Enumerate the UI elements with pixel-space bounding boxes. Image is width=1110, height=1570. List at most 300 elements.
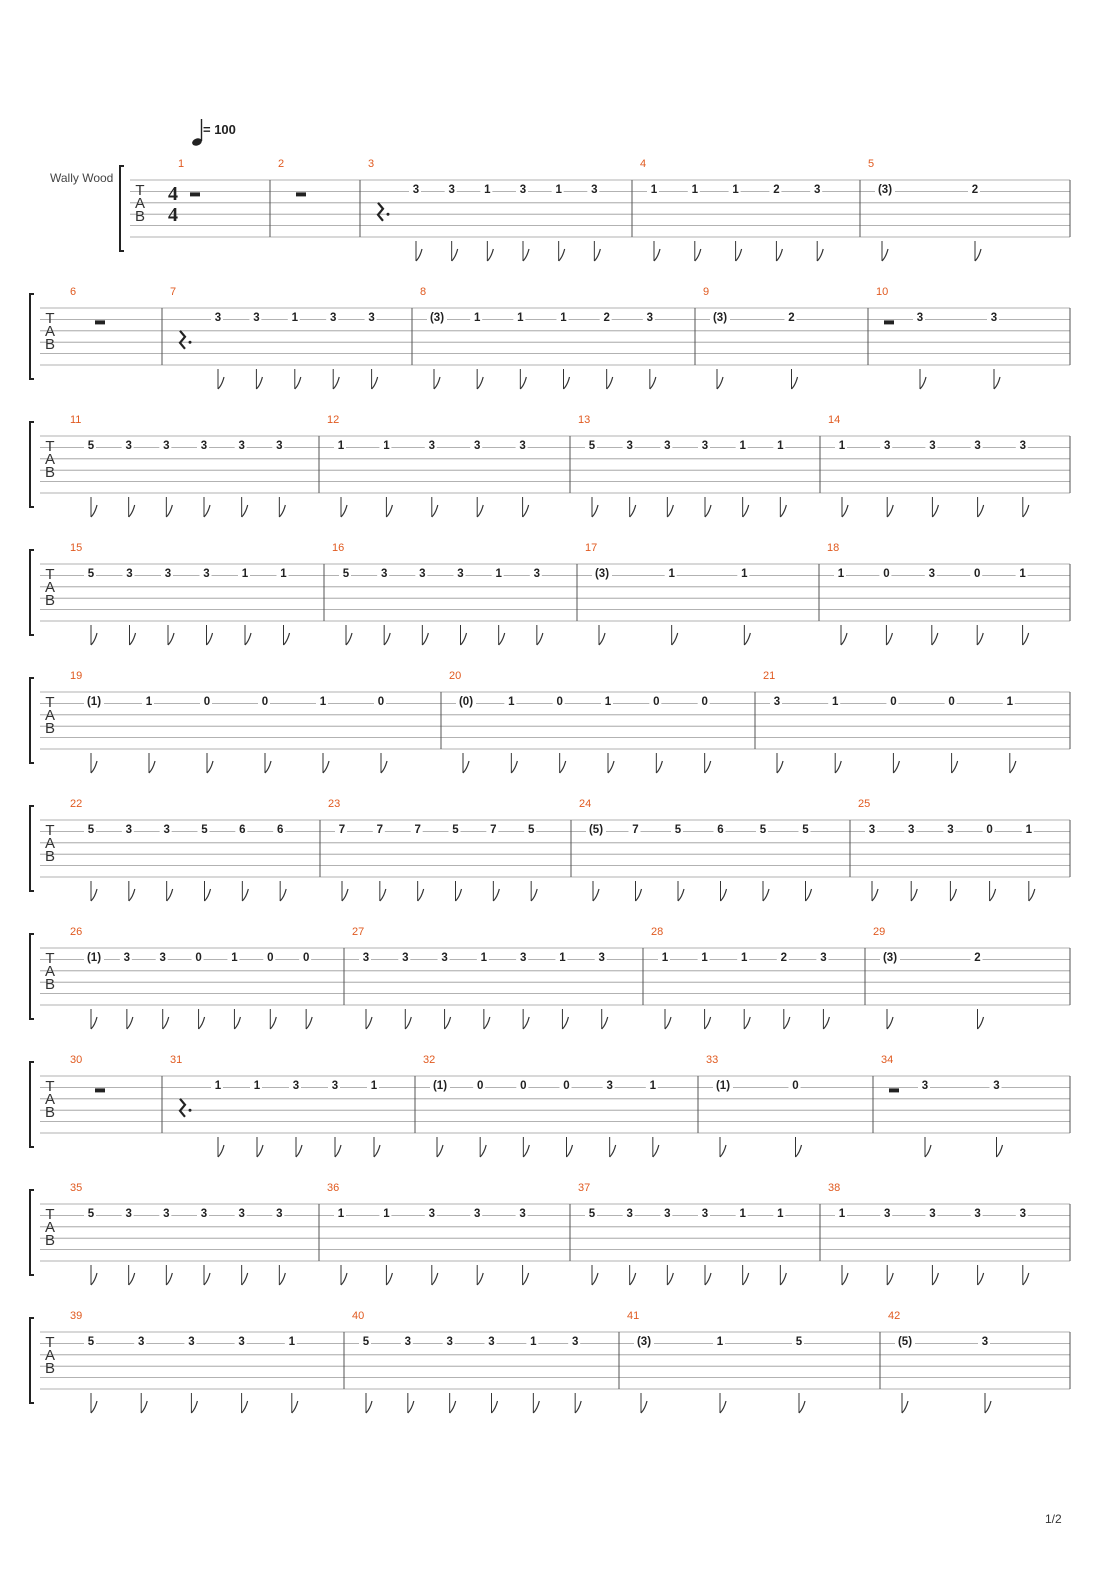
tab-clef-letter: A — [44, 1091, 56, 1108]
note-flag — [531, 889, 537, 901]
note-flag — [608, 761, 614, 773]
fret-number: 1 — [145, 696, 153, 708]
fret-number: 0 — [701, 696, 708, 708]
note-flag — [207, 633, 213, 645]
note-flag — [422, 633, 428, 645]
fret-number: 0 — [203, 696, 211, 708]
fret-number: (5) — [897, 1336, 913, 1348]
fret-number: 5 — [87, 1336, 95, 1348]
system-bracket — [30, 550, 34, 635]
fret-number: 1 — [291, 312, 299, 324]
fret-number: 1 — [732, 184, 739, 196]
fret-number: 1 — [649, 1080, 657, 1092]
half-rest-icon — [190, 192, 200, 196]
fret-number: 3 — [125, 440, 132, 452]
fret-number: 3 — [163, 440, 170, 452]
fret-number: 0 — [973, 568, 981, 580]
fret-number: 3 — [238, 1336, 245, 1348]
fret-number: 7 — [490, 824, 497, 836]
fret-number: 5 — [87, 1208, 95, 1220]
note-flag — [667, 505, 673, 517]
fret-number: 3 — [591, 184, 598, 196]
fret-number: 5 — [588, 1208, 596, 1220]
fret-number: 1 — [560, 312, 567, 324]
tab-clef-letter: B — [44, 848, 56, 865]
system-bracket — [30, 678, 34, 763]
measure-number: 42 — [888, 1310, 901, 1322]
note-flag — [456, 889, 462, 901]
measure-number: 35 — [70, 1182, 83, 1194]
note-flag — [1023, 1273, 1029, 1285]
fret-number: 2 — [603, 312, 610, 324]
note-flag — [776, 249, 782, 261]
note-flag — [386, 505, 392, 517]
fret-number: 3 — [916, 312, 924, 324]
note-flag — [841, 633, 847, 645]
note-flag — [932, 1273, 938, 1285]
measure-number: 28 — [651, 926, 664, 938]
measure-number: 11 — [70, 414, 82, 426]
note-flag — [499, 633, 505, 645]
measure-number: 15 — [70, 542, 83, 554]
note-flag — [418, 889, 424, 901]
fret-number: 3 — [412, 184, 420, 196]
tab-clef-letter: B — [44, 1360, 56, 1377]
measure-number: 32 — [423, 1054, 436, 1066]
note-flag — [484, 1017, 490, 1029]
fret-number: 5 — [795, 1336, 803, 1348]
note-flag — [978, 1273, 984, 1285]
tab-clef-letter: B — [134, 208, 146, 225]
note-flag — [245, 633, 251, 645]
fret-number: 3 — [1019, 440, 1027, 452]
measure-number: 25 — [858, 798, 871, 810]
note-flag — [480, 1145, 486, 1157]
note-flag — [717, 377, 723, 389]
fret-number: 0 — [948, 696, 955, 708]
measure-number: 10 — [876, 286, 889, 298]
measure-number: 3 — [368, 158, 375, 170]
fret-number: 1 — [739, 1208, 746, 1220]
fret-number: 1 — [253, 1080, 261, 1092]
fret-number: (3) — [882, 952, 898, 964]
tab-clef-letter: T — [45, 950, 55, 967]
tab-clef-letter: A — [44, 579, 56, 596]
note-flag — [477, 505, 483, 517]
measure-number: 26 — [70, 926, 83, 938]
fret-number: 1 — [508, 696, 515, 708]
measure-number: 13 — [578, 414, 591, 426]
note-flag — [925, 1145, 931, 1157]
fret-number: 1 — [370, 1080, 378, 1092]
note-flag — [994, 377, 1000, 389]
fret-number: 7 — [338, 824, 346, 836]
note-flag — [366, 1017, 372, 1029]
note-flag — [461, 633, 467, 645]
fret-number: (3) — [712, 312, 728, 324]
fret-number: 3 — [164, 568, 172, 580]
note-flag — [432, 1273, 438, 1285]
fret-number: 1 — [838, 1208, 846, 1220]
note-flag — [636, 889, 642, 901]
note-flag — [166, 1273, 172, 1285]
note-flag — [978, 505, 984, 517]
note-flag — [477, 377, 483, 389]
note-flag — [641, 1401, 647, 1413]
fret-number: 0 — [267, 952, 274, 964]
fret-number: 3 — [473, 440, 481, 452]
fret-number: 3 — [974, 440, 981, 452]
note-flag — [279, 1273, 285, 1285]
note-flag — [893, 761, 899, 773]
note-flag — [744, 633, 750, 645]
note-flag — [218, 377, 224, 389]
measure-number: 34 — [881, 1054, 894, 1066]
fret-number: 3 — [214, 312, 222, 324]
fret-number: 3 — [362, 952, 370, 964]
fret-number: 0 — [302, 952, 310, 964]
fret-number: 0 — [792, 1080, 799, 1092]
note-flag — [341, 505, 347, 517]
quarter-rest-icon — [378, 203, 383, 221]
fret-number: 1 — [337, 440, 345, 452]
fret-number: 2 — [780, 952, 788, 964]
note-flag — [653, 1145, 659, 1157]
note-flag — [129, 1273, 135, 1285]
fret-number: 3 — [125, 1208, 132, 1220]
tab-clef-letter: T — [45, 438, 55, 455]
note-flag — [720, 1401, 726, 1413]
fret-number: 3 — [404, 1336, 412, 1348]
fret-number: 3 — [571, 1336, 579, 1348]
fret-number: 3 — [993, 1080, 1000, 1092]
fret-number: 6 — [239, 824, 246, 836]
measure-number: 7 — [170, 286, 177, 298]
note-flag — [384, 633, 390, 645]
instrument-name: Wally Wood — [50, 171, 114, 185]
fret-number: 3 — [137, 1336, 145, 1348]
fret-number: 3 — [473, 1208, 481, 1220]
fret-number: 2 — [974, 952, 981, 964]
fret-number: 3 — [519, 184, 527, 196]
measure-number: 20 — [449, 670, 462, 682]
fret-number: 0 — [653, 696, 660, 708]
note-flag — [523, 1017, 529, 1029]
note-flag — [796, 1145, 802, 1157]
fret-number: 5 — [201, 824, 208, 836]
note-flag — [91, 505, 97, 517]
fret-number: 3 — [126, 568, 133, 580]
fret-number: 1 — [517, 312, 524, 324]
fret-number: 1 — [741, 568, 748, 580]
measure-number: 23 — [328, 798, 341, 810]
fret-number: 5 — [87, 824, 95, 836]
fret-number: 1 — [777, 1208, 784, 1220]
tab-clef-letter: A — [134, 195, 146, 212]
system-bracket — [30, 294, 34, 379]
fret-number: 1 — [701, 952, 708, 964]
note-flag — [256, 377, 262, 389]
fret-number: 1 — [383, 440, 390, 452]
note-flag — [950, 889, 956, 901]
fret-number: 5 — [588, 440, 596, 452]
fret-number: 5 — [802, 824, 809, 836]
measure-number: 38 — [828, 1182, 841, 1194]
fret-number: (1) — [432, 1080, 448, 1092]
system-bracket — [30, 1190, 34, 1275]
note-flag — [920, 377, 926, 389]
note-flag — [952, 761, 958, 773]
tab-clef-letter: B — [44, 464, 56, 481]
fret-number: 5 — [87, 568, 95, 580]
half-rest-icon — [889, 1088, 899, 1092]
fret-number: 3 — [990, 312, 998, 324]
note-flag — [560, 761, 566, 773]
note-flag — [129, 505, 135, 517]
note-flag — [204, 1273, 210, 1285]
note-flag — [511, 761, 517, 773]
note-flag — [167, 889, 173, 901]
note-flag — [434, 377, 440, 389]
note-flag — [91, 889, 97, 901]
dot — [387, 213, 390, 216]
tab-clef-letter: A — [44, 707, 56, 724]
note-flag — [792, 377, 798, 389]
measure-number: 39 — [70, 1310, 83, 1322]
note-flag — [341, 1273, 347, 1285]
note-flag — [777, 761, 783, 773]
note-flag — [705, 1017, 711, 1029]
measure-number: 16 — [332, 542, 345, 554]
fret-number: 1 — [288, 1336, 296, 1348]
note-flag — [842, 505, 848, 517]
note-flag — [405, 1017, 411, 1029]
fret-number: 3 — [292, 1080, 300, 1092]
fret-number: 7 — [632, 824, 639, 836]
note-flag — [523, 505, 529, 517]
system-bracket — [30, 806, 34, 891]
note-flag — [977, 633, 983, 645]
fret-number: (1) — [86, 952, 102, 964]
fret-number: 5 — [342, 568, 350, 580]
fret-number: 3 — [664, 440, 671, 452]
fret-number: 3 — [626, 440, 633, 452]
note-flag — [817, 249, 823, 261]
note-flag — [806, 889, 812, 901]
fret-number: 1 — [1006, 696, 1014, 708]
note-flag — [372, 377, 378, 389]
fret-number: 3 — [419, 568, 426, 580]
fret-number: 3 — [626, 1208, 633, 1220]
note-flag — [323, 761, 329, 773]
note-flag — [520, 377, 526, 389]
fret-number: 0 — [883, 568, 890, 580]
note-flag — [270, 1017, 276, 1029]
fret-number: 1 — [1019, 568, 1026, 580]
fret-number: 1 — [831, 696, 839, 708]
quarter-rest-icon — [180, 331, 185, 349]
note-flag — [91, 633, 97, 645]
note-flag — [672, 633, 678, 645]
note-flag — [523, 249, 529, 261]
note-flag — [736, 249, 742, 261]
measure-number: 24 — [579, 798, 592, 810]
note-flag — [780, 505, 786, 517]
tab-clef-letter: T — [135, 182, 145, 199]
fret-number: 5 — [87, 440, 95, 452]
fret-number: 3 — [701, 1208, 709, 1220]
measure-number: 33 — [706, 1054, 719, 1066]
fret-number: 1 — [661, 952, 669, 964]
measure-number: 22 — [70, 798, 83, 810]
fret-number: 3 — [598, 952, 605, 964]
note-flag — [630, 1273, 636, 1285]
fret-number: 3 — [868, 824, 876, 836]
fret-number: 3 — [519, 1208, 526, 1220]
fret-number: 1 — [777, 440, 784, 452]
fret-number: 1 — [559, 952, 566, 964]
note-flag — [296, 1145, 302, 1157]
fret-number: 3 — [402, 952, 409, 964]
note-flag — [477, 1273, 483, 1285]
fret-number: 3 — [664, 1208, 671, 1220]
note-flag — [872, 889, 878, 901]
note-flag — [932, 633, 938, 645]
note-flag — [432, 505, 438, 517]
fret-number: 1 — [530, 1336, 537, 1348]
note-flag — [607, 377, 613, 389]
measure-number: 27 — [352, 926, 365, 938]
fret-number: 1 — [739, 440, 746, 452]
fret-number: 3 — [276, 440, 283, 452]
note-flag — [207, 761, 213, 773]
measure-number: 40 — [352, 1310, 365, 1322]
fret-number: 3 — [533, 568, 541, 580]
fret-number: 3 — [200, 440, 208, 452]
fret-number: 7 — [376, 824, 384, 836]
measure-number: 18 — [827, 542, 840, 554]
note-flag — [784, 1017, 790, 1029]
note-flag — [523, 1145, 529, 1157]
fret-number: 3 — [929, 440, 936, 452]
measure-number: 41 — [627, 1310, 640, 1322]
half-rest-icon — [95, 320, 105, 324]
note-flag — [665, 1017, 671, 1029]
note-flag — [191, 1401, 197, 1413]
measure-number: 5 — [868, 158, 875, 170]
dot — [189, 1109, 192, 1112]
fret-number: 3 — [123, 952, 131, 964]
note-flag — [743, 1273, 749, 1285]
fret-number: 1 — [555, 184, 562, 196]
tab-clef-letter: A — [44, 1347, 56, 1364]
tab-clef-letter: A — [44, 1219, 56, 1236]
note-flag — [630, 505, 636, 517]
measure-number: 8 — [420, 286, 427, 298]
note-flag — [218, 1145, 224, 1157]
fret-number: 1 — [668, 568, 675, 580]
fret-number: 5 — [759, 824, 767, 836]
note-flag — [205, 889, 211, 901]
tab-clef-letter: B — [44, 592, 56, 609]
fret-number: 1 — [480, 952, 488, 964]
fret-number: (3) — [877, 184, 893, 196]
fret-number: 3 — [238, 1208, 245, 1220]
note-flag — [292, 1401, 298, 1413]
fret-number: 1 — [241, 568, 249, 580]
fret-number: 1 — [838, 440, 846, 452]
fret-number: 3 — [606, 1080, 613, 1092]
fret-number: (3) — [594, 568, 610, 580]
note-flag — [654, 249, 660, 261]
note-flag — [842, 1273, 848, 1285]
fret-number: 3 — [928, 568, 936, 580]
note-flag — [537, 633, 543, 645]
note-flag — [997, 1145, 1003, 1157]
dot — [189, 341, 192, 344]
fret-number: 3 — [329, 312, 337, 324]
tempo-marking: = 100 — [203, 122, 236, 137]
fret-number: 5 — [527, 824, 535, 836]
note-flag — [149, 761, 155, 773]
measure-number: 1 — [178, 158, 185, 170]
fret-number: 3 — [907, 824, 915, 836]
fret-number: 3 — [457, 568, 464, 580]
fret-number: 3 — [701, 440, 709, 452]
note-flag — [242, 1401, 248, 1413]
fret-number: 0 — [195, 952, 202, 964]
note-flag — [990, 889, 996, 901]
note-flag — [204, 505, 210, 517]
tab-clef-letter: T — [45, 694, 55, 711]
note-flag — [487, 249, 493, 261]
system-bracket — [120, 166, 124, 251]
note-flag — [705, 1273, 711, 1285]
tab-clef-letter: T — [45, 1078, 55, 1095]
note-flag — [130, 633, 136, 645]
fret-number: 3 — [163, 824, 170, 836]
measure-number: 36 — [327, 1182, 340, 1194]
note-flag — [911, 889, 917, 901]
note-flag — [493, 889, 499, 901]
note-flag — [280, 889, 286, 901]
note-flag — [564, 377, 570, 389]
note-flag — [780, 1273, 786, 1285]
fret-number: (0) — [458, 696, 474, 708]
fret-number: 3 — [125, 824, 133, 836]
note-flag — [242, 889, 248, 901]
tab-clef-letter: B — [44, 720, 56, 737]
tab-clef-letter: B — [44, 976, 56, 993]
fret-number: 1 — [337, 1208, 345, 1220]
measure-number: 17 — [585, 542, 598, 554]
note-flag — [887, 505, 893, 517]
note-flag — [932, 505, 938, 517]
fret-number: 1 — [484, 184, 491, 196]
note-flag — [452, 249, 458, 261]
fret-number: 3 — [448, 184, 455, 196]
fret-number: 1 — [1025, 824, 1033, 836]
note-flag — [199, 1017, 205, 1029]
tab-clef-letter: A — [44, 963, 56, 980]
fret-number: 3 — [368, 312, 375, 324]
page-number: 1/2 — [1045, 1512, 1062, 1526]
fret-number: 1 — [231, 952, 238, 964]
fret-number: 5 — [362, 1336, 370, 1348]
fret-number: 0 — [261, 696, 269, 708]
fret-number: 3 — [200, 1208, 208, 1220]
note-flag — [705, 505, 711, 517]
